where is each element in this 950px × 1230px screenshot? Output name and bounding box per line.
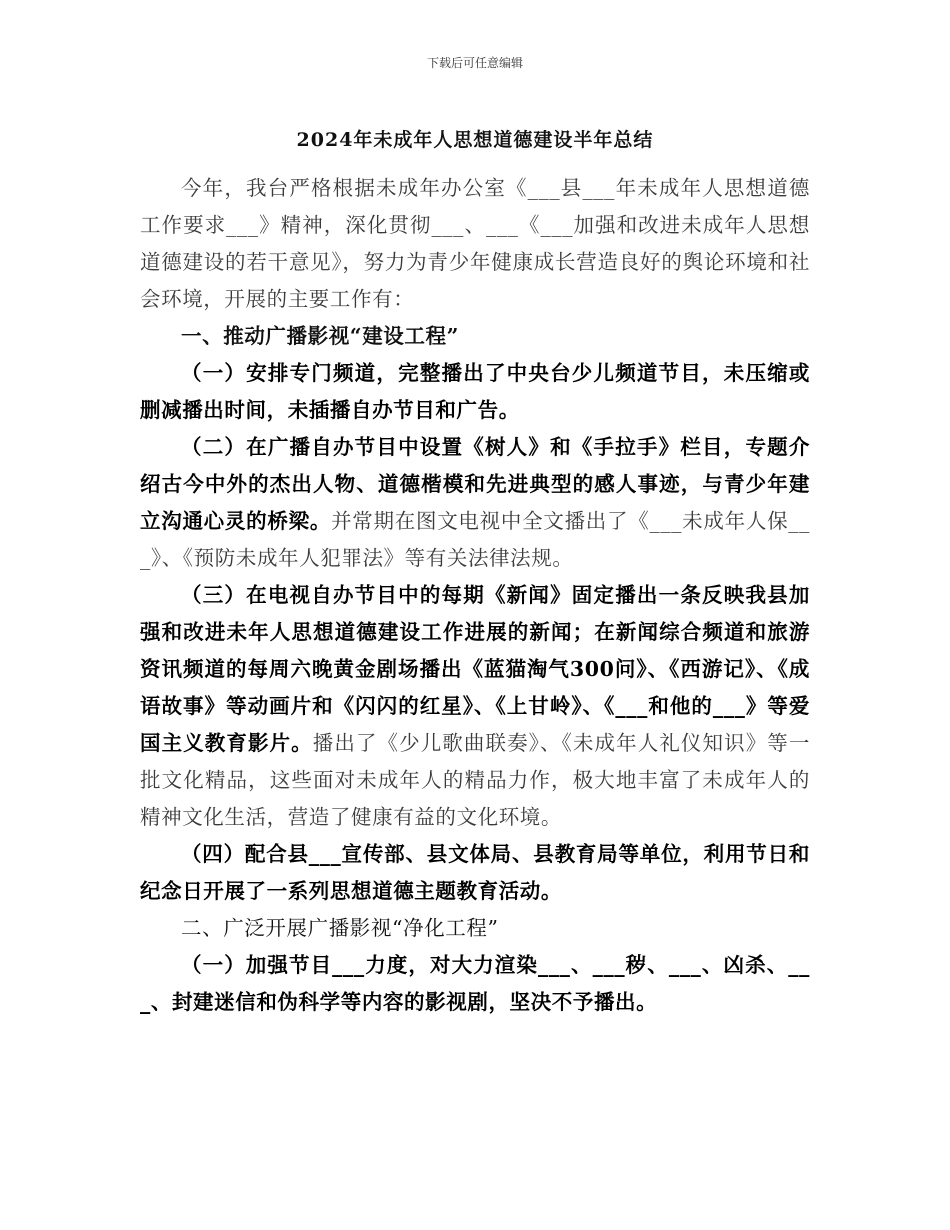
section-heading-2: 二、广泛开展广播影视“净化工程” bbox=[181, 916, 499, 940]
paragraph-1-3-bold: （三）在电视自办节目中的每期《新闻》固定播出一条反映我县加强和改进未年人思想道德建设工作进展的新闻；在新闻综合频道和旅游资讯频道的每周六晚黄金剧场播出《蓝猫淘气300问》、《西游记》、《成语故事》等动画片和《闪闪的红星》、《上甘岭》、《___和他的___》等爱国主义教育影片。 bbox=[140, 583, 810, 755]
section-heading-1: 一、推动广播影视“建设工程” bbox=[181, 324, 459, 348]
paragraph-2-1: （一）加强节目___力度，对大力渲染___、___秽、___、凶杀、___、封建迷信和伪科学等内容的影视剧，坚决不予播出。 bbox=[140, 953, 810, 1014]
paragraph-1-1: （一）安排专门频道，完整播出了中央台少儿频道节目，未压缩或删减播出时间，未插播自办节目和广告。 bbox=[140, 361, 810, 422]
paragraph-1-3-light: 播出了《少儿歌曲联奏》、《未成年人礼仪知识》等一批文化精品，这些面对未成年人的精品力作，极大地丰富了未成年人的精神文化生活，营造了健康有益的文化环境。 bbox=[140, 731, 810, 829]
paragraph-1-3 bbox=[140, 577, 810, 836]
document-title: 2024年未成年人思想道德建设半年总结 bbox=[296, 129, 654, 151]
intro-paragraph: 今年，我台严格根据未成年办公室《___县___年未成年人思想道德工作要求___》精神，深化贯彻___、___《___加强和改进未成年人思想道德建设的若干意见》，努力为青少年健康成长营造良好的舆论环境和社会环境，开展的主要工作有： bbox=[140, 176, 810, 311]
document-body bbox=[140, 170, 810, 1021]
paragraph-1-2-bold: （二）在广播自办节目中设置《树人》和《手拉手》栏目，专题介绍古今中外的杰出人物、道德楷模和先进典型的感人事迹，与青少年建立沟通心灵的桥梁。 bbox=[140, 435, 810, 533]
header-note: 下载后可任意编辑 bbox=[426, 56, 523, 70]
paragraph-1-2-light: 并常期在图文电视中全文播出了《___未成年人保___》、《预防未成年人犯罪法》等有关法律法规。 bbox=[140, 509, 811, 570]
paragraph-1-4: （四）配合县___宣传部、县文体局、县教育局等单位，利用节日和纪念日开展了一系列思想道德主题教育活动。 bbox=[140, 842, 810, 903]
paragraph-1-2 bbox=[140, 429, 810, 577]
